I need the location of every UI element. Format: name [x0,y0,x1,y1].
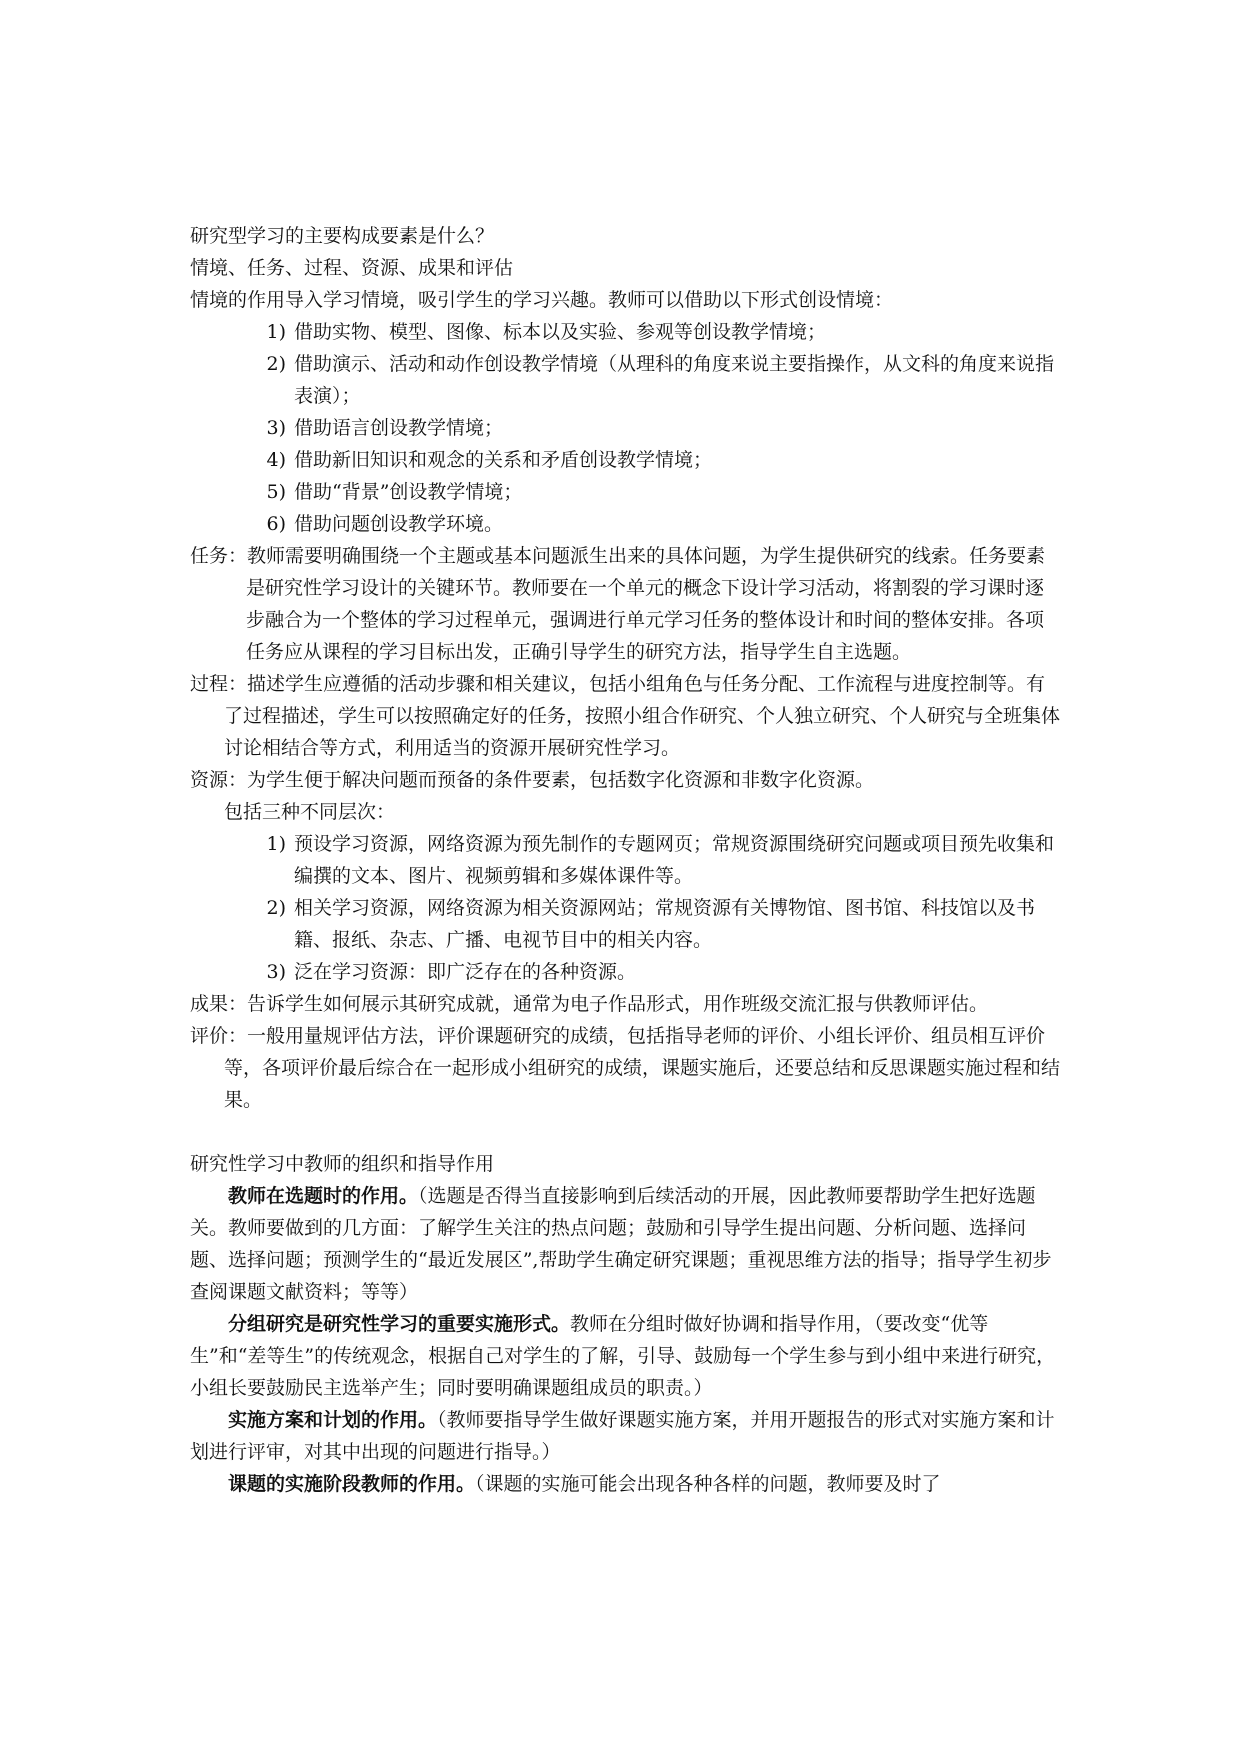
list-item [246,412,1062,444]
list-number: 5) [266,481,286,503]
situation-list [190,316,1062,540]
list-text: 借助“背景”创设教学情境； [294,481,523,503]
list-text: 借助实物、模型、图像、标本以及实验、参观等创设教学情境； [294,321,827,343]
list-text: 借助语言创设教学情境； [294,417,504,439]
list-text: 预设学习资源，网络资源为预先制作的专题网页；常规资源围绕研究问题或项目预先收集和编撰的文本、图片、视频剪辑和多媒体课件等。 [294,833,1055,887]
list-number: 2) [266,353,286,375]
list-item [246,828,1062,892]
section-title: 研究性学习中教师的组织和指导作用 [190,1153,495,1175]
list-text: 借助问题创设教学环境。 [294,513,504,535]
outcome-paragraph: 成果：告诉学生如何展示其研究成就，通常为电子作品形式，用作班级交流汇报与供教师评估。 [190,993,989,1015]
role-paragraph [190,1404,1062,1468]
role-paragraph [190,1180,1062,1308]
process-paragraph: 过程：描述学生应遵循的活动步骤和相关建议，包括小组角色与任务分配、工作流程与进度控制等。有了过程描述，学生可以按照确定好的任务，按照小组合作研究、个人独立研究、个人研究与全班集体讨论相结合等方式，利用适当的资源开展研究性学习。 [190,673,1061,759]
resources-paragraph: 资源：为学生便于解决问题而预备的条件要素，包括数字化资源和非数字化资源。 [190,769,875,791]
list-number: 1) [266,833,286,855]
list-number: 4) [266,449,286,471]
list-item [246,444,1062,476]
list-item [246,956,1062,988]
role-lead: 教师在选题时的作用。 [228,1185,419,1207]
role-lead: 分组研究是研究性学习的重要实施形式。 [228,1313,571,1335]
list-item [246,508,1062,540]
list-number: 3) [266,961,286,983]
list-item [246,476,1062,508]
list-number: 1) [266,321,286,343]
list-text: 借助演示、活动和动作创设教学情境（从理科的角度来说主要指操作，从文科的角度来说指表演）； [294,353,1055,407]
list-item [246,348,1062,412]
question-heading: 研究型学习的主要构成要素是什么？ [190,225,495,247]
resources-subline: 包括三种不同层次： [224,801,396,823]
role-text: 教师在分组时做好协调和指导作用，（要改变“优等生”和“差等生”的传统观念，根据自己对学生的了解，引导、鼓励每一个学生参与到小组中来进行研究，小组长要鼓励民主选举产生；同时要明确课题组成员的职责。） [190,1313,1056,1399]
list-item [246,892,1062,956]
list-text: 泛在学习资源：即广泛存在的各种资源。 [294,961,637,983]
role-paragraph [190,1468,1062,1500]
role-lead: 课题的实施阶段教师的作用。 [228,1473,476,1495]
resources-list [190,828,1062,988]
section-spacer [190,1116,1062,1148]
role-paragraph [190,1308,1062,1404]
list-item [246,316,1062,348]
list-text: 相关学习资源，网络资源为相关资源网站；常规资源有关博物馆、图书馆、科技馆以及书籍、报纸、杂志、广播、电视节目中的相关内容。 [294,897,1036,951]
document-page [190,220,1062,1500]
role-lead: 实施方案和计划的作用。 [228,1409,438,1431]
situation-intro: 情境的作用导入学习情境，吸引学生的学习兴趣。教师可以借助以下形式创设情境： [190,289,894,311]
list-number: 6) [266,513,286,535]
task-paragraph: 任务：教师需要明确围绕一个主题或基本问题派生出来的具体问题，为学生提供研究的线索。任务要素是研究性学习设计的关键环节。教师要在一个单元的概念下设计学习活动，将割裂的学习课时逐步融合为一个整体的学习过程单元，强调进行单元学习任务的整体设计和时间的整体安排。各项任务应从课程的学习目标出发，正确引导学生的研究方法，指导学生自主选题。 [190,545,1046,663]
role-text: （课题的实施可能会出现各种各样的问题，教师要及时了 [475,1473,941,1495]
list-text: 借助新旧知识和观念的关系和矛盾创设教学情境； [294,449,713,471]
elements-line: 情境、任务、过程、资源、成果和评估 [190,257,514,279]
evaluation-paragraph: 评价：一般用量规评估方法，评价课题研究的成绩，包括指导老师的评价、小组长评价、组员相互评价等，各项评价最后综合在一起形成小组研究的成绩，课题实施后，还要总结和反思课题实施过程和结果。 [190,1025,1061,1111]
role-text: （教师要指导学生做好课题实施方案，并用开题报告的形式对实施方案和计划进行评审，对其中出现的问题进行指导。） [190,1409,1055,1463]
list-number: 2) [266,897,286,919]
role-text: （选题是否得当直接影响到后续活动的开展，因此教师要帮助学生把好选题关。教师要做到的几方面：了解学生关注的热点问题；鼓励和引导学生提出问题、分析问题、选择问题、选择问题；预测学生的“最近发展区”,帮助学生确定研究课题；重视思维方法的指导；指导学生初步查阅课题文献资料；等等） [190,1185,1052,1303]
list-number: 3) [266,417,286,439]
